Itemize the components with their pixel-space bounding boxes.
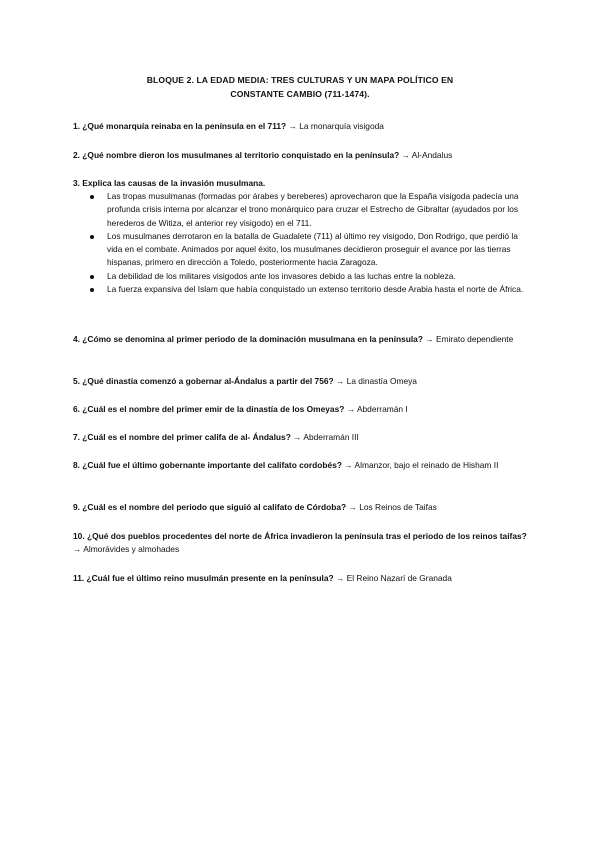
answer-text: El Reino Nazarí de Granada	[346, 573, 452, 583]
answer-text: Emirato dependiente	[436, 334, 514, 344]
question-5	[73, 375, 533, 388]
question-text: 1. ¿Qué monarquía reinaba en la península en el 711?	[73, 121, 287, 131]
question-11	[73, 572, 533, 585]
answer-text: Almorávides y almohades	[83, 544, 180, 554]
list-item: Los musulmanes derrotaron en la batalla de Guadalete (711) al último rey visigodo, Don Rodrigo, que perdió la vida en el combate. Animados por aquel éxito, los musulmanes decidieron proseguir el avance por las tierras hispanas, primero en dirección a Toledo, posteriormente hacia Zaragoza.	[90, 230, 530, 270]
answer-text: Abderramán III	[303, 432, 359, 442]
title-line-2: CONSTANTE CAMBIO (711-1474).	[230, 89, 370, 99]
list-item: La debilidad de los militares visigodos ante los invasores debido a las luchas entre la nobleza.	[90, 270, 530, 283]
question-4	[73, 333, 533, 346]
arrow-icon: →	[335, 376, 345, 386]
answer-text: Al-Andalus	[411, 150, 453, 160]
question-text: 7. ¿Cuál es el nombre del primer califa de al- Ándalus?	[73, 432, 291, 442]
question-text: 2. ¿Qué nombre dieron los musulmanes al territorio conquistado en la península?	[73, 150, 400, 160]
title-line-1: BLOQUE 2. LA EDAD MEDIA: TRES CULTURAS Y UN MAPA POLÍTICO EN	[146, 75, 454, 85]
question-3	[73, 177, 533, 190]
question-9	[73, 501, 533, 514]
arrow-icon: →	[293, 432, 302, 442]
answer-text: Almanzor, bajo el reinado de Hisham II	[354, 460, 499, 470]
page-title	[120, 73, 480, 101]
question-2	[73, 149, 533, 162]
arrow-icon: →	[401, 150, 410, 160]
arrow-icon: →	[348, 502, 357, 512]
list-item: Las tropas musulmanas (formadas por árabes y bereberes) aprovecharon que la España visigoda padecía una profunda crisis interna por alcanzar el trono monárquico para cruzar el Estrecho de Gibraltar (ayudados por los herederos de Witiza, el anterior rey visigodo) en el 711.	[90, 190, 530, 230]
question-text: 8. ¿Cuál fue el último gobernante importante del califato cordobés?	[73, 460, 342, 470]
answer-text: La monarquía visigoda	[299, 121, 384, 131]
arrow-icon: →	[425, 334, 434, 344]
arrow-icon: →	[288, 121, 297, 131]
list-item: La fuerza expansiva del Islam que había conquistado un extenso territorio desde Arabia hasta el norte de África.	[90, 283, 530, 296]
question-1	[73, 120, 533, 133]
question-10	[73, 530, 533, 556]
question-text: 6. ¿Cuál es el nombre del primer emir de la dinastía de los Omeyas?	[73, 404, 345, 414]
question-7	[73, 431, 533, 444]
causes-list	[90, 190, 530, 296]
arrow-icon: →	[73, 544, 82, 554]
question-6	[73, 403, 533, 416]
answer-text: Los Reinos de Taifas	[359, 502, 437, 512]
arrow-icon: →	[335, 573, 345, 583]
question-text: 9. ¿Cuál es el nombre del periodo que siguió al califato de Córdoba?	[73, 502, 347, 512]
answer-text: La dinastía Omeya	[346, 376, 417, 386]
question-text: 3. Explica las causas de la invasión musulmana.	[73, 178, 266, 188]
answer-text: Abderramán I	[356, 404, 408, 414]
question-text: 5. ¿Qué dinastía comenzó a gobernar al-Ándalus a partir del 756?	[73, 376, 334, 386]
arrow-icon: →	[346, 404, 356, 414]
question-text: 10. ¿Qué dos pueblos procedentes del norte de África invadieron la península tras el periodo de los reinos taifas?	[73, 531, 527, 541]
question-text: 4. ¿Cómo se denomina al primer periodo de la dominación musulmana en la península?	[73, 334, 423, 344]
question-text: 11. ¿Cuál fue el último reino musulmán presente en la península?	[73, 573, 334, 583]
arrow-icon: →	[344, 460, 353, 470]
question-8	[73, 459, 533, 472]
